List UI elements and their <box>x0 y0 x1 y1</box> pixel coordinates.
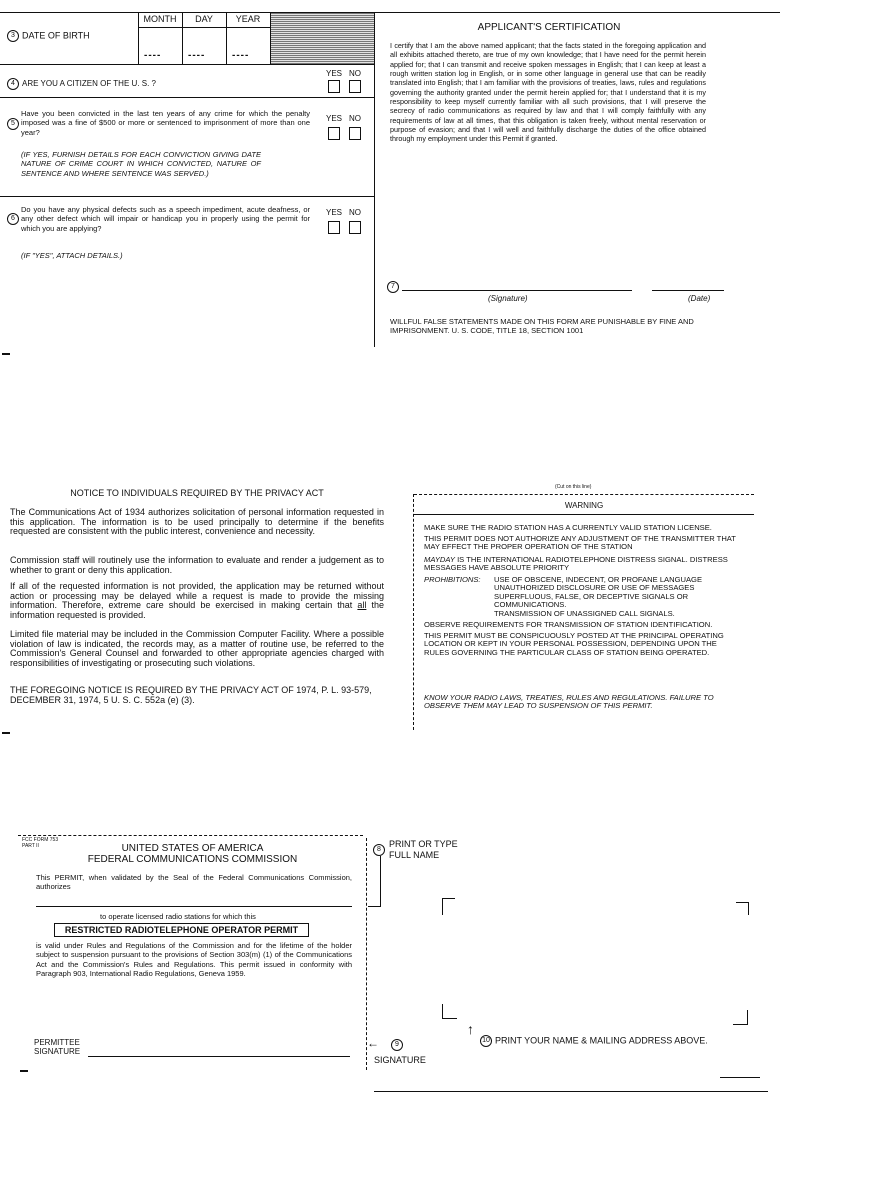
signature-line[interactable] <box>402 290 632 291</box>
warning-w3 <box>424 556 734 573</box>
item-number-8: 8 <box>373 844 385 856</box>
address-corner-tr <box>736 902 749 915</box>
q4-text: ARE YOU A CITIZEN OF THE U. S. ? <box>22 79 156 89</box>
cut-line-left <box>413 494 414 730</box>
privacy-title: NOTICE TO INDIVIDUALS REQUIRED BY THE PRIVACY ACT <box>70 488 324 498</box>
address-corner-tl <box>442 898 455 915</box>
permit-operate: to operate licensed radio stations for which this <box>100 912 256 921</box>
month-header: MONTH <box>143 14 177 24</box>
certification-body: I certify that I am the above named applicant; that the facts stated in the foregoing application and all exhibits attached thereto, are true of my own knowledge; that I have need for the permit herein applied for; that I can transmit and receive spoken messages in English; that I can keep at least a rough written station log in English, or in some other language in general use that can be readily translated into English; that I am familiar with the provisions of treaties, laws, rules and regulations governing the authority granted under the permit herein applied for; that I understand that it is my responsibility to keep myself currently familiar with all such provisions, that I will preserve the secrecy of radio communications as required by law and that I will comply faithfully with any requirements of law at all times, that this obligation is taken freely, without mental reservation or purpose of evasion; and that I will well and faithfully discharge the duties of the office obtained through my employment under this Permit if granted. <box>390 41 706 144</box>
permit-validity: is valid under Rules and Regulations of the Commission and for the lifetime of the holder subject to suspension pursuant to the provisions of Section 303(m) (1) of the Communications Act and the Commission's Rules and Regulations. This permit issued in conformity with Paragraph 903, International Radio Regulations, Geneva 1959. <box>36 941 352 979</box>
q5-yes-checkbox[interactable] <box>328 127 340 140</box>
item-number-9: 9 <box>391 1039 403 1051</box>
privacy-p3-end: the information requested is provided. <box>10 600 384 620</box>
year-header: YEAR <box>235 14 261 24</box>
month-field[interactable]: ---- <box>144 50 162 61</box>
q6-number-wrap <box>7 213 22 225</box>
q4-no-label: NO <box>349 69 361 78</box>
warning-w2: THIS PERMIT DOES NOT AUTHORIZE ANY ADJUSTMENT OF THE TRANSMITTER THAT MAY EFFECT THE PROPER OPERATION OF THE STATION <box>424 534 736 552</box>
privacy-p5: THE FOREGOING NOTICE IS REQUIRED BY THE PRIVACY ACT OF 1974, P. L. 93-579, DECEMBER 31, 1974, 5 U. S. C. 552a (e) (3). <box>10 685 372 705</box>
prohibition-item: COMMUNICATIONS. <box>494 600 567 610</box>
item-9-wrap <box>391 1039 406 1051</box>
bottom-rule <box>374 1091 768 1092</box>
signature-caption: (Signature) <box>488 294 528 303</box>
q5-note: (IF YES, FURNISH DETAILS FOR EACH CONVICTION GIVING DATE NATURE OF CRIME COURT IN WHICH CONVICTED, NATURE OF SENTENCE AND WHERE SENTENCE WAS SERVED.) <box>21 150 261 178</box>
permittee-text: PERMITTEE <box>34 1038 80 1047</box>
row-rule <box>0 97 374 98</box>
prohibition-item: SUPERFLUOUS, FALSE, OR DECEPTIVE SIGNALS OR <box>494 591 689 601</box>
dob-header-rule <box>138 27 270 28</box>
permit-type-box: RESTRICTED RADIOTELEPHONE OPERATOR PERMIT <box>54 923 309 937</box>
form-part-text: PART II <box>22 842 39 849</box>
address-corner-br <box>733 1010 748 1025</box>
prohibition-item: USE OF OBSCENE, INDECENT, OR PROFANE LANGUAGE <box>494 575 703 584</box>
margin-tick <box>20 1070 28 1072</box>
permit-country: UNITED STATES OF AMERICA <box>121 843 264 854</box>
mailing-text: PRINT YOUR NAME & MAILING ADDRESS ABOVE. <box>495 1035 708 1046</box>
print-full-name-label <box>389 839 458 861</box>
short-rule <box>720 1077 760 1078</box>
q6-note: (IF "YES", ATTACH DETAILS.) <box>21 251 123 260</box>
q4-yes-label: YES <box>326 69 343 78</box>
warning-title: WARNING <box>564 501 604 510</box>
day-field[interactable]: ---- <box>188 50 206 61</box>
certification-title: APPLICANT'S CERTIFICATION <box>477 22 621 33</box>
dob-label-row <box>7 30 90 42</box>
item-number-4: 4 <box>7 78 19 90</box>
permittee-signature-line[interactable] <box>88 1056 350 1057</box>
warning-w6: KNOW YOUR RADIO LAWS, TREATIES, RULES AND REGULATIONS. FAILURE TO OBSERVE THEM MAY LEAD TO SUSPENSION OF THIS PERMIT. <box>424 693 714 711</box>
item-number-6: 6 <box>7 213 19 225</box>
date-caption: (Date) <box>688 294 711 303</box>
q5-no-checkbox[interactable] <box>349 127 361 140</box>
item-number-5: 5 <box>7 118 19 130</box>
cut-line-label: (Cut on this line) <box>555 484 592 490</box>
margin-tick <box>2 353 10 355</box>
q6-no-checkbox[interactable] <box>349 221 361 234</box>
privacy-p2: Commission staff will routinely use the information to evaluate and render a judgement as to whether to grant or deny this application. <box>10 555 384 575</box>
q4-row <box>7 78 156 90</box>
print-or-type-text: PRINT OR TYPE <box>389 839 458 849</box>
q4-yes-checkbox[interactable] <box>328 80 340 93</box>
full-name-text: FULL NAME <box>389 850 440 860</box>
arrow-8-head <box>368 906 381 907</box>
permittee-signature-text: SIGNATURE <box>34 1046 81 1056</box>
q5-no-label: NO <box>349 114 361 123</box>
shaded-area <box>271 13 374 64</box>
arrow-8-shaft <box>380 856 381 906</box>
q6-yes-checkbox[interactable] <box>328 221 340 234</box>
permit-cut-line <box>18 835 363 836</box>
mayday-text: IS THE INTERNATIONAL RADIOTELEPHONE DISTRESS SIGNAL. DISTRESS MESSAGES HAVE ABSOLUTE PRIORITY <box>424 555 728 573</box>
row-rule <box>0 196 374 197</box>
warning-w1: MAKE SURE THE RADIO STATION HAS A CURRENTLY VALID STATION LICENSE. <box>424 523 712 532</box>
q4-no-checkbox[interactable] <box>349 80 361 93</box>
top-rule <box>0 12 780 13</box>
prohibition-item: UNAUTHORIZED DISCLOSURE OR USE OF MESSAGES <box>494 583 695 593</box>
prohibition-item: TRANSMISSION OF UNASSIGNED CALL SIGNALS. <box>494 608 675 618</box>
permittee-signature-label <box>34 1039 80 1056</box>
item-number-3: 3 <box>7 30 19 42</box>
permit-intro: This PERMIT, when validated by the Seal of the Federal Communications Commission, authorizes <box>36 873 352 892</box>
cut-line-top <box>414 494 754 495</box>
day-header: DAY <box>195 14 213 24</box>
margin-tick <box>2 732 10 734</box>
q6-text: Do you have any physical defects such as a speech impediment, acute deafness, or any other defect which will impair or handicap you in properly using the permit for which you are applying? <box>21 205 310 233</box>
privacy-p3 <box>10 582 384 620</box>
q6-yes-label: YES <box>326 208 343 217</box>
prohibitions-list <box>494 576 754 618</box>
form-number <box>22 838 58 849</box>
prohibitions-label: PROHIBITIONS: <box>424 575 481 584</box>
privacy-p4: Limited file material may be included in the Commission Computer Facility. Where a possible violation of law is indicated, the records may, as a matter of routine use, be referred to the Commission's General Counsel and forwarded to other appropriate agencies charged with responsibilities of investigating or prosecuting such violations. <box>10 629 384 668</box>
permit-name-line[interactable] <box>36 906 352 907</box>
address-corner-bl <box>442 1004 457 1019</box>
warning-title-rule <box>414 514 754 515</box>
warning-w4: OBSERVE REQUIREMENTS FOR TRANSMISSION OF STATION IDENTIFICATION. <box>424 620 713 629</box>
form-number-text: FCC FORM 753 <box>22 837 59 843</box>
privacy-p3-start: If all of the requested information is not provided, the application may be returned without action or processing may be delayed while a request is made to provide the missing information. Therefore, extreme care should be exercised in making certain that <box>10 581 384 610</box>
center-divider <box>374 12 375 347</box>
q5-text: Have you been convicted in the last ten years of any crime for which the penalty imposed was a fine of $500 or more or sentenced to imprisonment of more than one year? <box>21 109 310 137</box>
q6-no-label: NO <box>349 208 361 217</box>
mayday-term: MAYDAY <box>424 555 455 564</box>
privacy-p3-emphasis: all <box>357 600 367 610</box>
permit-agency: FEDERAL COMMUNICATIONS COMMISSION <box>87 854 298 865</box>
item-number-7: 7 <box>387 281 399 293</box>
privacy-p1: The Communications Act of 1934 authorizes solicitation of personal information requested in this application. The information is to be used principally to determine if the benefits requested are consistent with the public interest, convenience and necessity. <box>10 507 384 536</box>
item-number-10: 10 <box>480 1035 492 1047</box>
dob-label: DATE OF BIRTH <box>22 30 90 41</box>
item-8-wrap <box>373 844 388 856</box>
arrow-left-icon: ← <box>367 1036 379 1050</box>
mailing-instruction <box>480 1035 708 1047</box>
item-7-wrap <box>387 281 402 293</box>
year-field[interactable]: ---- <box>232 50 250 61</box>
date-line[interactable] <box>652 290 724 291</box>
q5-yes-label: YES <box>326 114 343 123</box>
row-rule <box>0 64 374 65</box>
q5-number-wrap <box>7 118 22 130</box>
warning-w5: THIS PERMIT MUST BE CONSPICUOUSLY POSTED AT THE PRINCIPAL OPERATING LOCATION OR KEPT IN YOUR PERSONAL POSSESSION, DEPENDING UPON THE RULES GOVERNING THE PARTICULAR CLASS OF STATION BEING OPERATED. <box>424 631 724 657</box>
signature-label: SIGNATURE <box>374 1055 426 1065</box>
arrow-up-icon: ↑ <box>467 1021 474 1037</box>
false-statement-warning: WILLFUL FALSE STATEMENTS MADE ON THIS FORM ARE PUNISHABLE BY FINE AND IMPRISONMENT. U. S. CODE, TITLE 18, SECTION 1001 <box>390 317 694 336</box>
